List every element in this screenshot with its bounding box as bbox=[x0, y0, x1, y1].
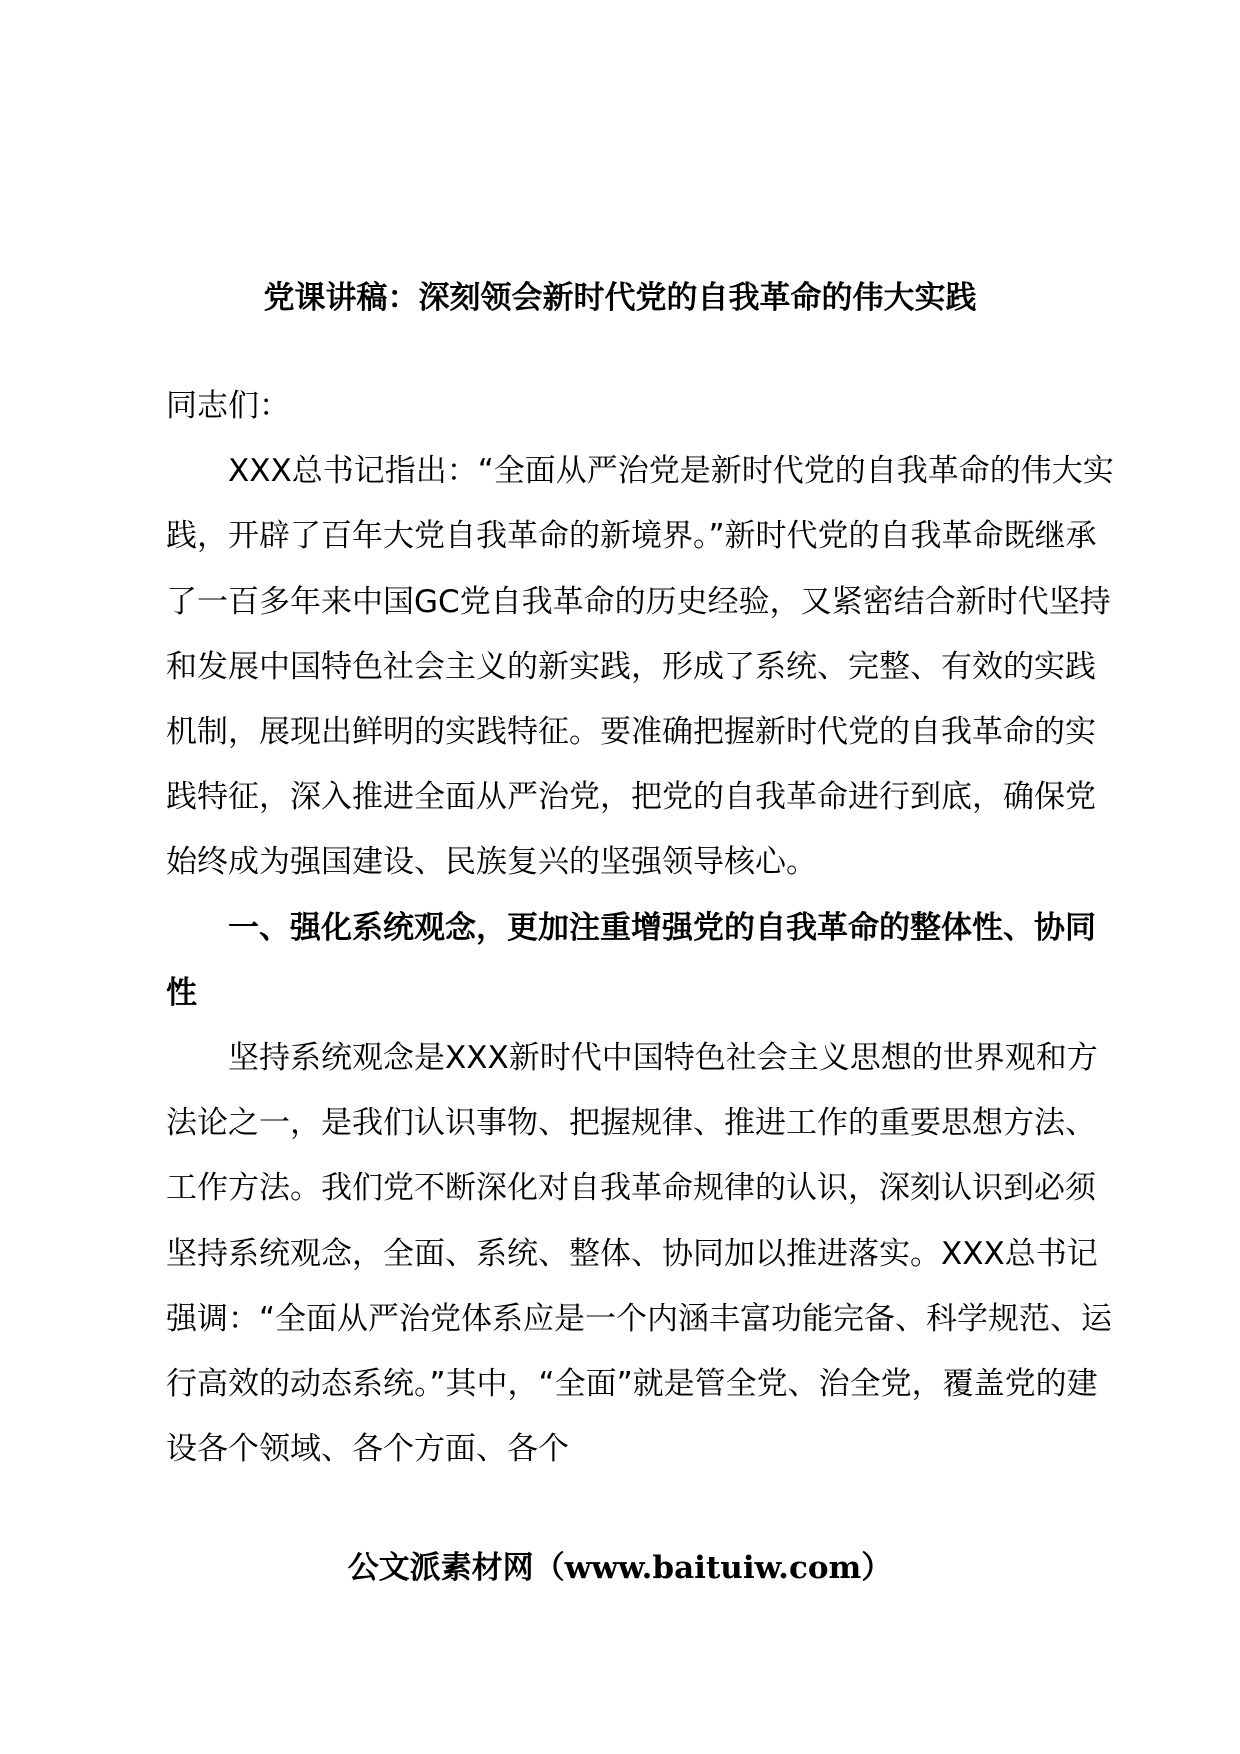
paragraph-1: XXX总书记指出：“全面从严治党是新时代党的自我革命的伟大实践，开辟了百年大党自我革命的新境界。”新时代党的自我革命既继承了一百多年来中国GC党自我革命的历史经验，又紧密结合新时代坚持和发展中国特色社会主义的新实践，形成了系统、完整、有效的实践机制，展现出鲜明的实践特征。要准确把握新时代党的自我革命的实践特征，深入推进全面从严治党，把党的自我革命进行到底，确保党始终成为强国建设、民族复兴的坚强领导核心。 bbox=[166, 453, 1114, 881]
document-body bbox=[166, 374, 1118, 1482]
salutation: 同志们： bbox=[166, 388, 290, 424]
paragraph-2: 坚持系统观念是XXX新时代中国特色社会主义思想的世界观和方法论之一，是我们认识事物、把握规律、推进工作的重要思想方法、工作方法。我们党不断深化对自我革命规律的认识，深刻认识到必须坚持系统观念，全面、系统、整体、协同加以推进落实。XXX总书记强调：“全面从严治党体系应是一个内涵丰富功能完备、科学规范、运行高效的动态系统。”其中，“全面”就是管全党、治全党，覆盖党的建设各个领域、各个方面、各个 bbox=[166, 1040, 1113, 1468]
footer-watermark bbox=[150, 1546, 1090, 1590]
document-title: 党课讲稿：深刻领会新时代党的自我革命的伟大实践 bbox=[263, 280, 977, 316]
section-heading-1: 一、强化系统观念，更加注重增强党的自我革命的整体性、协同性 bbox=[166, 909, 1096, 1011]
footer-site-name: 公文派素材网 bbox=[347, 1550, 534, 1586]
footer-url: （www.baituiw.com） bbox=[533, 1550, 893, 1586]
